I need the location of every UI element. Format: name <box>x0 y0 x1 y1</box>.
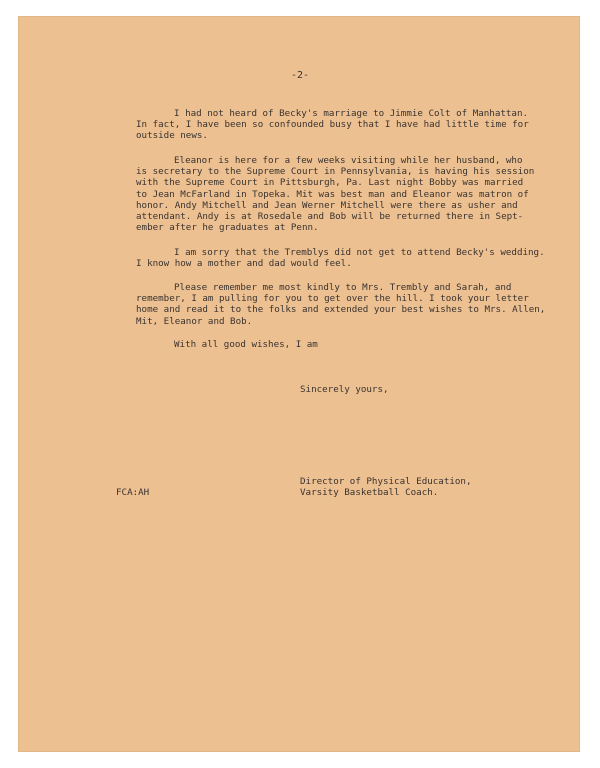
paragraph-line: I had not heard of Becky's marriage to Jimmie Colt of Manhattan. <box>174 108 529 119</box>
paragraph-4 <box>136 282 545 327</box>
typist-initials: FCA:AH <box>116 487 150 498</box>
paragraph-line: In fact, I have been so confounded busy that I have had little time for <box>136 119 529 131</box>
paragraph-line: Mit, Eleanor and Bob. <box>136 315 253 327</box>
paragraph-line: is secretary to the Supreme Court in Pennsylvania, is having his session <box>136 166 535 178</box>
page-number: -2- <box>290 70 310 81</box>
paragraph-line: I am sorry that the Tremblys did not get to attend Becky's wedding. <box>174 247 545 258</box>
paragraph-line: outside news. <box>136 130 208 142</box>
paragraph-1 <box>136 108 529 142</box>
paragraph-line: home and read it to the folks and extended your best wishes to Mrs. Allen, <box>136 304 546 316</box>
signature-block <box>300 476 471 498</box>
paragraph-line: attendant. Andy is at Rosedale and Bob will be returned there in Sept- <box>136 210 524 222</box>
paragraph-line: honor. Andy Mitchell and Jean Werner Mitchell were there as usher and <box>136 199 518 211</box>
signature-title-line-1: Director of Physical Education, <box>300 476 472 487</box>
paragraph-line: remember, I am pulling for you to get over the hill. I took your letter <box>136 293 529 305</box>
paragraph-5 <box>136 339 318 350</box>
signature-title-line-2: Varsity Basketball Coach. <box>300 487 439 499</box>
paragraph-line: to Jean McFarland in Topeka. Mit was best man and Eleanor was matron of <box>136 188 529 200</box>
paragraph-line: I know how a mother and dad would feel. <box>136 258 352 270</box>
closing: Sincerely yours, <box>300 384 389 395</box>
paragraph-line: Please remember me most kindly to Mrs. Trembly and Sarah, and <box>174 282 512 293</box>
paragraph-2 <box>136 155 534 233</box>
paragraph-3 <box>136 247 545 269</box>
paragraph-line: With all good wishes, I am <box>174 339 318 350</box>
paragraph-line: ember after he graduates at Penn. <box>136 222 319 234</box>
paragraph-line: with the Supreme Court in Pittsburgh, Pa. Last night Bobby was married <box>136 177 524 189</box>
paragraph-line: Eleanor is here for a few weeks visiting while her husband, who <box>174 155 523 166</box>
